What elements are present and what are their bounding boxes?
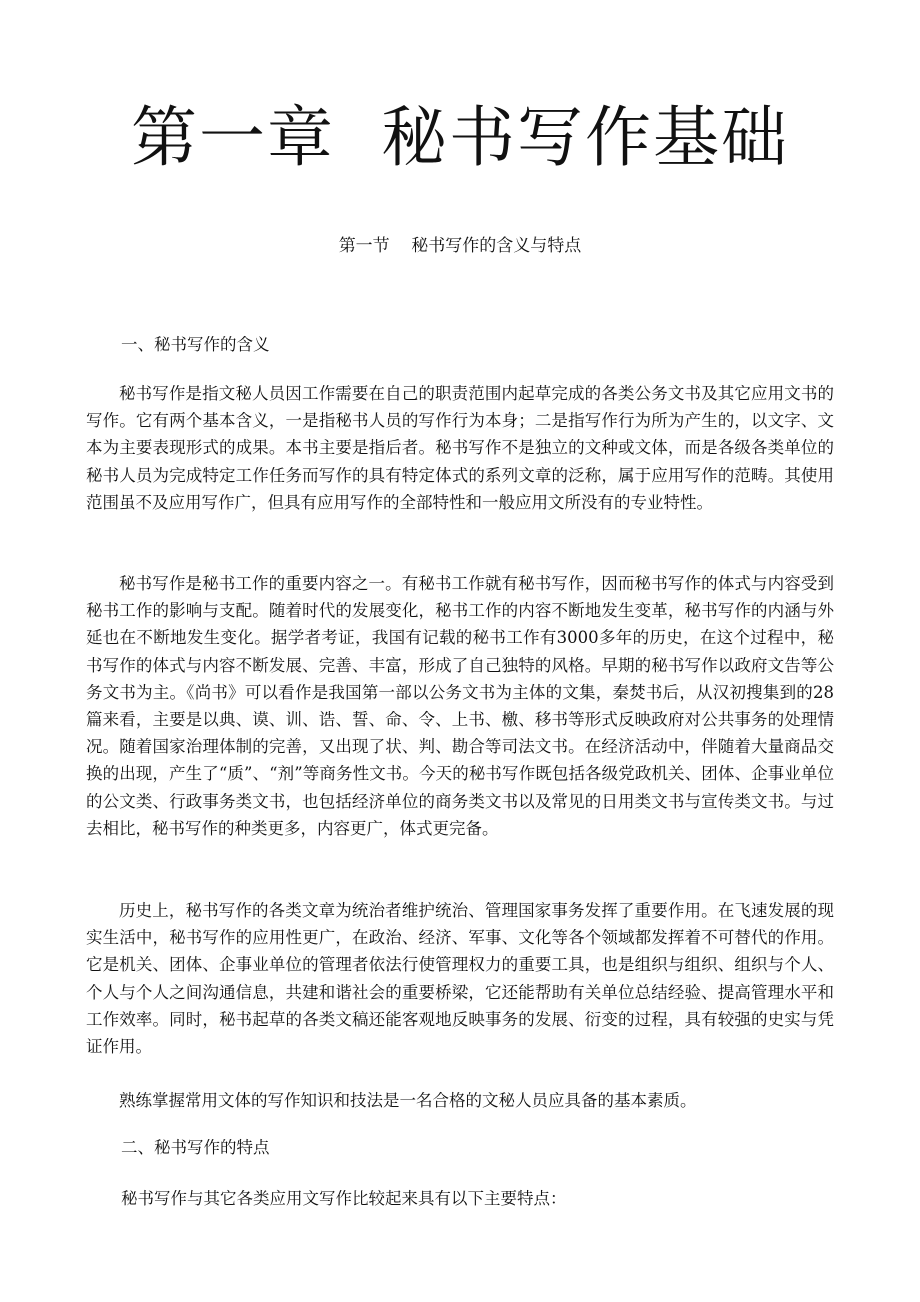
heading-features: 二、秘书写作的特点 — [121, 1138, 270, 1157]
paragraph-2: 秘书写作是秘书工作的重要内容之一。有秘书工作就有秘书写作，因而秘书写作的体式与内容受到秘书工作的影响与支配。随着时代的发展变化，秘书工作的内容不断地发生变革，秘书写作的内涵与外延也在不断地发生变化。据学者考证，我国有记载的秘书工作有3000多年的历史，在这个过程中，秘书写作的体式与内容不断发展、完善、丰富，形成了自己独特的风格。早期的秘书写作以政府文告等公务文书为主。《尚书》可以看作是我国第一部以公务文书为主体的文集，秦焚书后，从汉初搜集到的28篇来看，主要是以典、谟、训、诰、誓、命、令、上书、檄、移书等形式反映政府对公共事务的处理情况。随着国家治理体制的完善，又出现了状、判、勘合等司法文书。在经济活动中，伴随着大量商品交换的出现，产生了“质”、“剂”等商务性文书。今天的秘书写作既包括各级党政机关、团体、企事业单位的公文类、行政事务类文书，也包括经济单位的商务类文书以及常见的日用类文书与宣传类文书。与过去相比，秘书写作的种类更多，内容更广，体式更完备。 — [86, 574, 834, 838]
heading-meaning: 一、秘书写作的含义 — [121, 335, 270, 354]
paragraph-1: 秘书写作是指文秘人员因工作需要在自己的职责范围内起草完成的各类公务文书及其它应用文书的写作。它有两个基本含义，一是指秘书人员的写作行为本身；二是指写作行为所为产生的，以文字、文本为主要表现形式的成果。本书主要是指后者。秘书写作不是独立的文种或文体，而是各级各类单位的秘书人员为完成特定工作任务而写作的具有特定体式的系列文章的泛称，属于应用写作的范畴。其使用范围虽不及应用写作广，但具有应用写作的全部特性和一般应用文所没有的专业特性。 — [86, 384, 834, 512]
chapter-title: 第一章 秘书写作基础 — [131, 99, 789, 176]
paragraph-4: 熟练掌握常用文体的写作知识和技法是一名合格的文秘人员应具备的基本素质。 — [119, 1091, 697, 1110]
features-intro: 秘书写作与其它各类应用文写作比较起来具有以下主要特点： — [121, 1189, 567, 1208]
section-title: 第一节 秘书写作的含义与特点 — [338, 236, 582, 256]
paragraph-3: 历史上，秘书写作的各类文章为统治者维护统治、管理国家事务发挥了重要作用。在飞速发展的现实生活中，秘书写作的应用性更广，在政治、经济、军事、文化等各个领域都发挥着不可替代的作用。它是机关、团体、企事业单位的管理者依法行使管理权力的重要工具，也是组织与组织、组织与个人、个人与个人之间沟通信息，共建和谐社会的重要桥梁，它还能帮助有关单位总结经验、提高管理水平和工作效率。同时，秘书起草的各类文稿还能客观地反映事务的发展、衍变的过程，具有较强的史实与凭证作用。 — [86, 901, 834, 1057]
